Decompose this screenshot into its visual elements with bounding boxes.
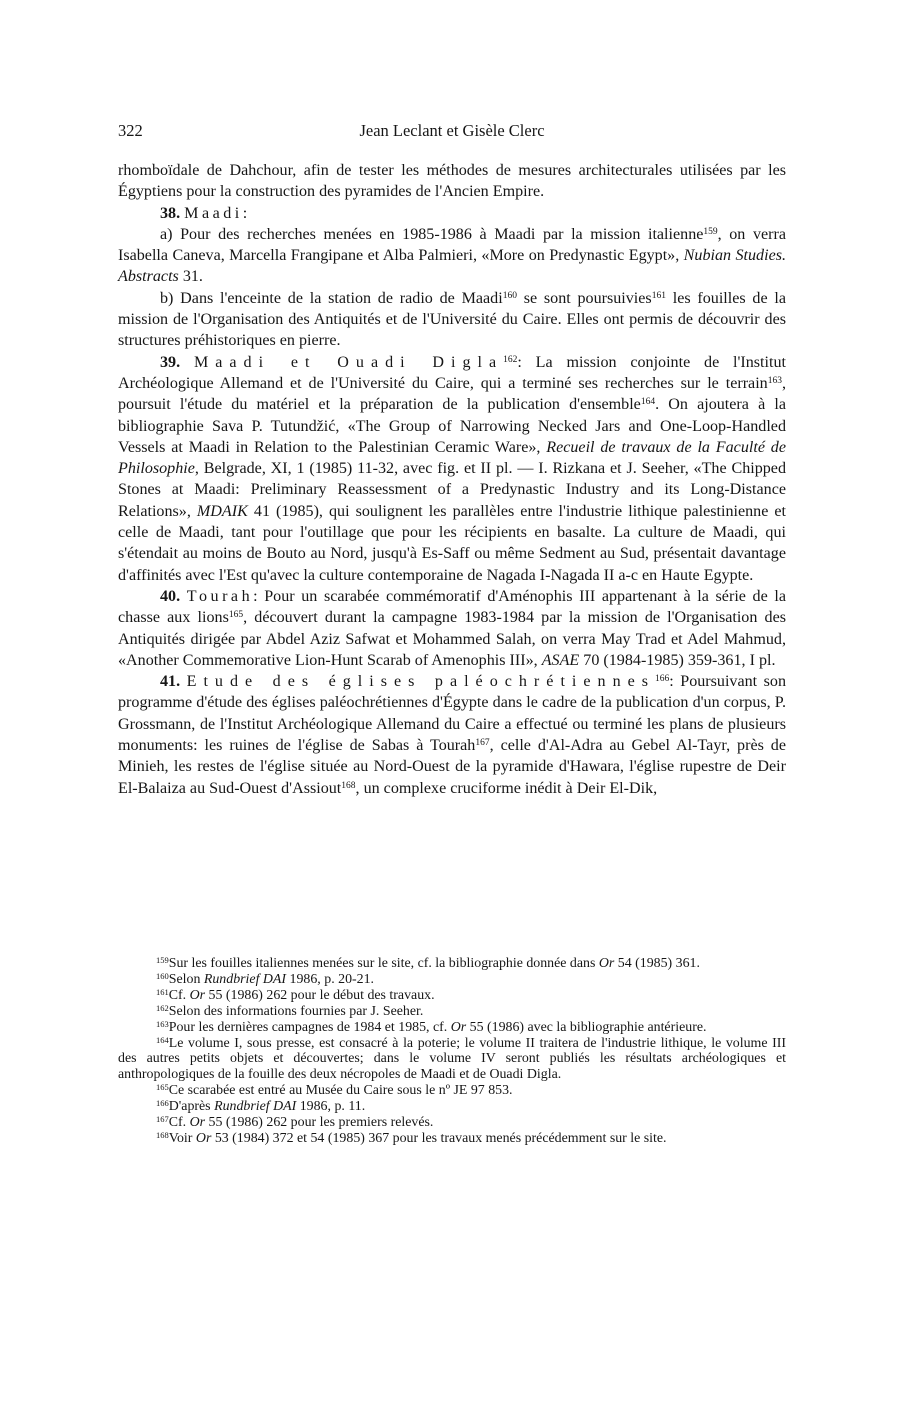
section-number: 39.: [160, 353, 181, 371]
section-title: Etude des églises paléochrétiennes: [186, 673, 656, 691]
section-39: 39. Maadi et Ouadi Digla$^{162}$: La mission conjointe de l'Institut Archéologique Allemand et de l'Université du Caire, qui a terminé ses recherches sur le terrain$^{163}$, poursuit l'étude du matériel et la préparation de la publication d'ensemble$^{164}$. On ajoutera à la bibliographie Sava P. Tutundžić, «The Group of Narrowing Necked Jars and One-Loop-Handled Vessels at Maadi in Relation to the Palestinian Ceramic Ware», Recueil de travaux de la Faculté de Philosophie, Belgrade, XI, 1 (1985) 11-32, avec fig. et II pl. — I. Rizkana et J. Seeher, «The Chipped Stones at Maadi: Preliminary Reassessment of a Predynastic Industry and its Long-Distance Relations», MDAIK 41 (1985), qui soulignent les parallèles entre l'industrie lithique palestinienne et celle de Maadi, tant pour l'outillage que pour les récipients en basalte. La culture de Maadi, qui s'étendait au moins de Bouto au Nord, jusqu'à Es-Saff ou même Sedment au Sud, présentait davantage d'affinités avec l'Est qu'avec la culture contemporaine de Nagada I-Nagada II a-c en Haute Egypte.: [118, 353, 786, 584]
journal-title: MDAIK: [196, 502, 248, 520]
journal-title: Recueil de travaux de la Faculté de Philosophie: [118, 438, 786, 478]
section-41: 41. Etude des églises paléochrétiennes$^{166}$: Poursuivant son programme d'étude des églises paléochrétiennes d'Égypte dans le cadre de la publication d'un corpus, P. Grossmann, de l'Institut Archéologique Allemand du Caire a effectué ou terminé les plans de plusieurs monuments: les ruines de l'église de Sabas à Tourah$^{167}$, celle d'Al-Adra au Gebel Al-Tayr, près de Minieh, les restes de l'église située au Nord-Ouest de la pyramide d'Hawara, l'église rupestre de Deir El-Balaiza au Sud-Ouest d'Assiout$^{168}$, un complexe cruciforme inédit à Deir El-Dik,: [118, 673, 786, 797]
footnote-ref: 161: [651, 290, 666, 301]
footnotes: [118, 956, 786, 1147]
section-title: Tourah: [186, 587, 254, 605]
footnote-number: 162: [156, 1002, 169, 1013]
footnote: $^{165}$Ce scarabée est entré au Musée du Caire sous le nº JE 97 853.: [156, 1082, 513, 1099]
running-head: Jean Leclant et Gisèle Clerc: [359, 121, 545, 140]
footnote-ref: 159: [703, 226, 718, 237]
footnote: $^{168}$Voir Or 53 (1984) 372 et 54 (1985) 367 pour les travaux menés précédemment sur le site.: [156, 1129, 667, 1146]
main-text: [118, 160, 786, 799]
footnote-ref: 166: [655, 674, 670, 685]
footnote: $^{159}$Sur les fouilles italiennes menées sur le site, cf. la bibliographie donnée dans Or 54 (1985) 361.: [156, 955, 700, 971]
footnote: $^{163}$Pour les dernières campagnes de 1984 et 1985, cf. Or 55 (1986) avec la bibliographie antérieure.: [156, 1018, 707, 1035]
footnote-number: 168: [156, 1129, 169, 1140]
footnote-number: 164: [156, 1034, 169, 1045]
section-40: 40. Tourah: Pour un scarabée commémoratif d'Aménophis III appartenant à la série de la chasse aux lions$^{165}$, découvert durant la campagne 1983-1984 par la mission de l'Organisation des Antiquités dirigée par Abdel Aziz Safwat et Mohammed Salah, on verra May Trad et Adel Mahmud, «Another Commemorative Lion-Hunt Scarab of Amenophis III», ASAE 70 (1984-1985) 359-361, I pl.: [118, 587, 786, 669]
page-number: 322: [118, 121, 143, 140]
footnote: $^{160}$Selon Rundbrief DAI 1986, p. 20-21.: [156, 970, 375, 987]
section-title: Maadi: [184, 204, 243, 222]
footnote-ref: 162: [503, 354, 518, 365]
footnote-ref: 167: [475, 738, 490, 749]
section-38-heading: 38. Maadi:: [160, 204, 248, 222]
section-number: 40.: [160, 587, 181, 605]
section-38-a: a) Pour des recherches menées en 1985-1986 à Maadi par la mission italienne$^{159}$, on verra Isabella Caneva, Marcella Frangipane et Alba Palmieri, «More on Predynastic Egypt», Nubian Studies. Abstracts 31.: [118, 225, 786, 286]
footnote-number: 161: [156, 986, 169, 997]
section-number: 41.: [160, 673, 181, 691]
section-number: 38.: [160, 204, 181, 222]
footnote: $^{162}$Selon des informations fournies par J. Seeher.: [156, 1002, 424, 1019]
footnote-ref: 164: [640, 397, 656, 408]
footnote: $^{164}$Le volume I, sous presse, est consacré à la poterie; le volume II traitera de l'industrie lithique, le volume III des autres petits objets et découvertes; dans le volume IV seront publiés les résultats archéologiques et anthropologiques de la fouille des deux nécropoles de Maadi et de Ouadi Digla.: [118, 1034, 786, 1083]
page-header: [118, 121, 786, 143]
journal-title: ASAE: [541, 651, 580, 669]
footnote-ref: 168: [341, 780, 356, 791]
footnote: $^{167}$Cf. Or 55 (1986) 262 pour les premiers relevés.: [156, 1114, 434, 1131]
footnote-number: 165: [156, 1082, 169, 1093]
footnote-ref: 163: [767, 375, 782, 386]
journal-title: Nubian Studies. Abstracts: [118, 247, 786, 286]
footnote: $^{161}$Cf. Or 55 (1986) 262 pour le début des travaux.: [156, 986, 435, 1003]
footnote-number: 166: [156, 1098, 169, 1109]
footnote-number: 167: [156, 1114, 169, 1125]
footnote-ref: 160: [502, 290, 517, 301]
section-title: Maadi et Ouadi Digla: [193, 353, 504, 371]
footnote-number: 159: [156, 955, 169, 965]
footnote-ref: 165: [228, 610, 244, 621]
footnote: $^{166}$D'après Rundbrief DAI 1986, p. 11.: [156, 1098, 366, 1115]
paragraph-continuation: rhomboïdale de Dahchour, afin de tester les méthodes de mesures architecturales utilisées par les Égyptiens pour la construction des pyramides de l'Ancien Empire.: [118, 162, 786, 201]
footnote-number: 163: [156, 1018, 169, 1029]
section-38-b: b) Dans l'enceinte de la station de radio de Maadi$^{160}$ se sont poursuivies$^{161}$ les fouilles de la mission de l'Organisation des Antiquités et de l'Université du Caire. Elles ont permis de découvrir des structures préhistoriques en pierre.: [118, 289, 786, 350]
footnote-number: 160: [156, 970, 169, 981]
